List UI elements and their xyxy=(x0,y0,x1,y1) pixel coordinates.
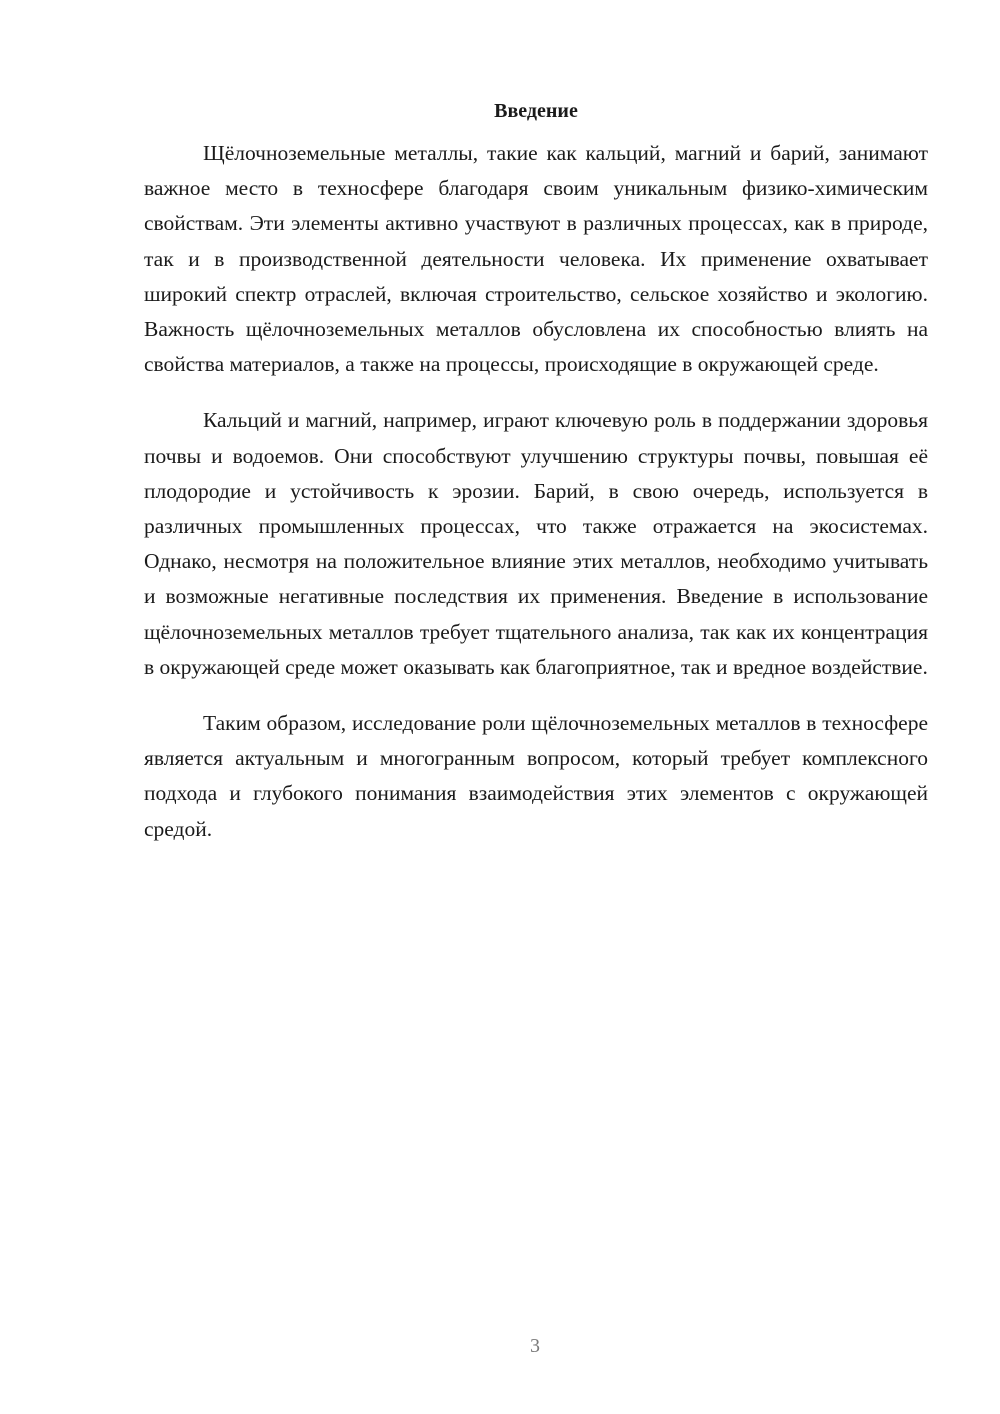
paragraph-3: Таким образом, исследование роли щёлочноземельных металлов в техносфере является актуальным и многогранным вопросом, который требует комплексного подхода и глубокого понимания взаимодействия этих элементов с окружающей средой. xyxy=(144,711,928,841)
section-title: Введение xyxy=(494,100,578,122)
page-content xyxy=(144,96,928,868)
page-number: 3 xyxy=(530,1335,540,1357)
paragraph-2: Кальций и магний, например, играют ключевую роль в поддержании здоровья почвы и водоемов. Они способствуют улучшению структуры почвы, повышая её плодородие и устойчивость к эрозии. Барий, в свою очередь, используется в различных промышленных процессах, что также отражается на экосистемах. Однако, несмотря на положительное влияние этих металлов, необходимо учитывать и возможные негативные последствия их применения. Введение в использование щёлочноземельных металлов требует тщательного анализа, так как их концентрация в окружающей среде может оказывать как благоприятное, так и вредное воздействие. xyxy=(144,408,928,679)
paragraph-1: Щёлочноземельные металлы, такие как кальций, магний и барий, занимают важное место в техносфере благодаря своим уникальным физико-химическим свойствам. Эти элементы активно участвуют в различных процессах, как в природе, так и в производственной деятельности человека. Их применение охватывает широкий спектр отраслей, включая строительство, сельское хозяйство и экологию. Важность щёлочноземельных металлов обусловлена их способностью влиять на свойства материалов, а также на процессы, происходящие в окружающей среде. xyxy=(144,141,928,377)
